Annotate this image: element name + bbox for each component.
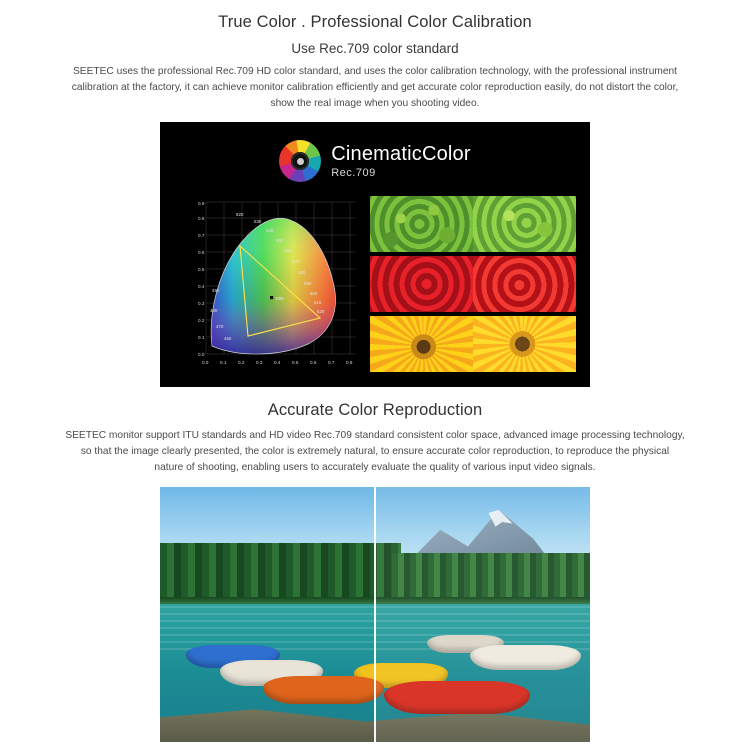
forest-left bbox=[160, 543, 401, 604]
svg-text:0.7: 0.7 bbox=[198, 233, 205, 239]
sample-image-strips bbox=[370, 196, 576, 372]
logo-title: CinematicColor bbox=[331, 142, 471, 165]
cinematiccolor-banner bbox=[160, 122, 590, 387]
product-detail-page bbox=[0, 13, 750, 750]
svg-text:480: 480 bbox=[210, 308, 218, 314]
svg-text:530: 530 bbox=[254, 219, 262, 225]
logo-subtitle: Rec.709 bbox=[331, 166, 376, 179]
svg-text:580: 580 bbox=[298, 270, 306, 276]
svg-text:0.3: 0.3 bbox=[256, 360, 263, 366]
cinematiccolor-logo bbox=[160, 140, 590, 182]
svg-text:560: 560 bbox=[284, 248, 292, 254]
svg-text:0.9: 0.9 bbox=[198, 201, 205, 207]
svg-text:550: 550 bbox=[276, 238, 284, 244]
section1-subtitle: Use Rec.709 color standard bbox=[291, 41, 459, 56]
svg-text:600: 600 bbox=[310, 291, 318, 297]
svg-text:470: 470 bbox=[216, 324, 224, 330]
color-wheel-icon bbox=[279, 140, 321, 182]
svg-text:0.1: 0.1 bbox=[220, 360, 227, 366]
svg-text:D65: D65 bbox=[276, 296, 284, 302]
svg-text:570: 570 bbox=[292, 259, 300, 265]
svg-text:590: 590 bbox=[304, 281, 312, 287]
comparison-divider bbox=[374, 487, 376, 742]
svg-text:460: 460 bbox=[224, 336, 232, 342]
svg-text:0.8: 0.8 bbox=[198, 216, 205, 222]
svg-text:490: 490 bbox=[212, 288, 220, 294]
svg-text:620: 620 bbox=[317, 309, 325, 315]
boat bbox=[263, 676, 383, 704]
succulent-green-strip bbox=[370, 196, 576, 252]
svg-text:540: 540 bbox=[266, 228, 274, 234]
svg-text:0.1: 0.1 bbox=[198, 335, 205, 341]
lake-boats-comparison-image bbox=[160, 487, 590, 742]
svg-text:0.7: 0.7 bbox=[328, 360, 335, 366]
svg-text:0.2: 0.2 bbox=[198, 318, 205, 324]
svg-text:610: 610 bbox=[314, 300, 322, 306]
section2-paragraph: SEETEC monitor support ITU standards and HD video Rec.709 standard consistent color space, advanced image processing technology, so that the image clearly presented, the color is extremely natural, to ensure accurate color reproduction, to reproduce the physical nature of shooting, enabling users to accurately evaluate the quality of various input video signals. bbox=[65, 430, 685, 474]
right-half-overlay bbox=[375, 487, 590, 742]
svg-text:520: 520 bbox=[236, 212, 244, 218]
svg-text:0.5: 0.5 bbox=[292, 360, 299, 366]
svg-text:0.0: 0.0 bbox=[202, 360, 209, 366]
svg-text:0.8: 0.8 bbox=[346, 360, 353, 366]
svg-text:0.4: 0.4 bbox=[198, 284, 205, 290]
svg-text:0.3: 0.3 bbox=[198, 301, 205, 307]
section1-paragraph: SEETEC uses the professional Rec.709 HD color standard, and uses the color calibration technology, with the professional instrument calibration at the factory, it can achieve monitor calibration efficiently and get accurate color reproduction easily, do not distort the color, show the real image when you shooting video. bbox=[71, 66, 679, 109]
svg-text:0.2: 0.2 bbox=[238, 360, 245, 366]
svg-text:0.4: 0.4 bbox=[274, 360, 281, 366]
page-title: True Color . Professional Color Calibration bbox=[218, 13, 532, 31]
svg-text:0.5: 0.5 bbox=[198, 267, 205, 273]
svg-text:0.6: 0.6 bbox=[310, 360, 317, 366]
svg-text:0.6: 0.6 bbox=[198, 250, 205, 256]
rose-red-strip bbox=[370, 256, 576, 312]
svg-text:0.0: 0.0 bbox=[198, 352, 205, 358]
sunflower-yellow-strip bbox=[370, 316, 576, 372]
cie-chromaticity-diagram bbox=[178, 194, 366, 372]
section2-title: Accurate Color Reproduction bbox=[267, 401, 483, 420]
